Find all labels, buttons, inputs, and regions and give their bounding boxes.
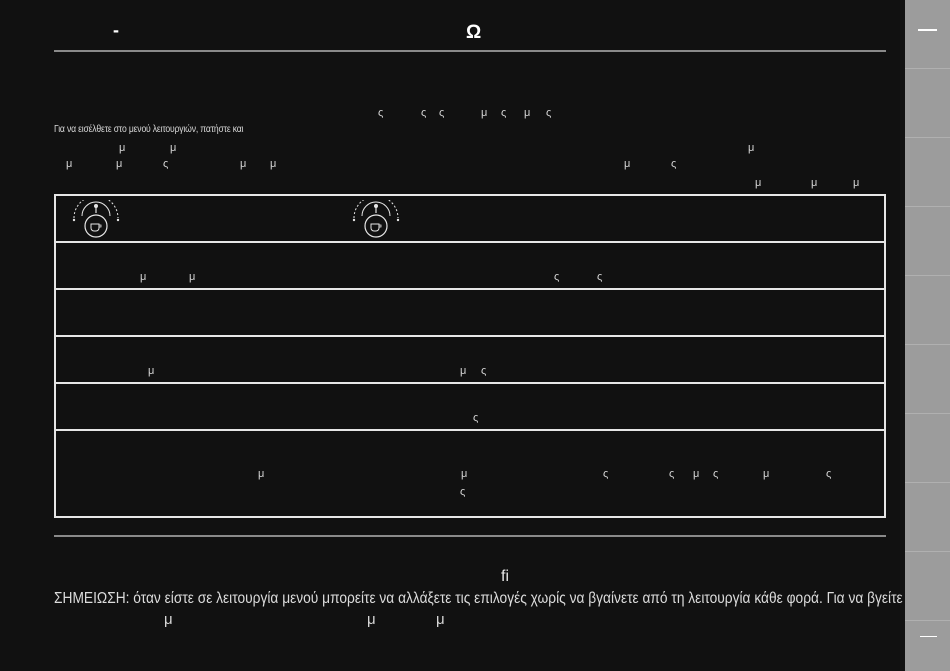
- intro-glyph: μ: [66, 158, 73, 170]
- intro-glyph: μ: [170, 142, 177, 154]
- cell-glyph: μ: [763, 468, 770, 480]
- cell-glyph: ς: [554, 271, 560, 283]
- header-left-mark: -: [113, 20, 119, 40]
- intro-glyph: μ: [524, 107, 531, 119]
- table-header-row: [55, 195, 885, 242]
- cell-glyph: ς: [826, 468, 832, 480]
- bottom-tab-dash: [920, 636, 937, 637]
- table-cell: [55, 289, 885, 336]
- tab-divider: [905, 137, 950, 138]
- tab-divider: [905, 275, 950, 276]
- cell-glyph: ς: [597, 271, 603, 283]
- table-row: [55, 383, 885, 430]
- cell-glyph: μ: [461, 468, 468, 480]
- intro-glyph: ς: [501, 107, 507, 119]
- intro-glyph: μ: [240, 158, 247, 170]
- note-glyph: μ: [367, 611, 376, 628]
- table-row: [55, 242, 885, 289]
- intro-text: Για να εισέλθετε στο μενού λειτουργιών, πατήστε και: [54, 124, 244, 135]
- intro-glyph: μ: [116, 158, 123, 170]
- cell-glyph: μ: [693, 468, 700, 480]
- table-header-cell: [55, 195, 885, 242]
- cell-glyph: μ: [460, 365, 467, 377]
- intro-glyph: μ: [755, 177, 762, 189]
- intro-glyph: μ: [748, 142, 755, 154]
- cell-glyph: μ: [140, 271, 147, 283]
- table-row: [55, 336, 885, 383]
- note-text: ΣΗΜΕΙΩΣΗ: όταν είστε σε λειτουργία μενού μπορείτε να αλλάξετε τις επιλογές χωρίς να βγαίνετε από τη λειτουργία κάθε φορά. Για να βγείτε: [54, 590, 903, 607]
- tab-divider: [905, 344, 950, 345]
- cell-glyph: ς: [669, 468, 675, 480]
- intro-glyph: μ: [119, 142, 126, 154]
- intro-glyph: μ: [624, 158, 631, 170]
- note-glyph: μ: [436, 611, 445, 628]
- intro-glyph: μ: [270, 158, 277, 170]
- table-row: [55, 430, 885, 517]
- cell-glyph: ς: [481, 365, 487, 377]
- tab-divider: [905, 206, 950, 207]
- cup-dial-icon: [350, 200, 402, 240]
- tab-divider: [905, 482, 950, 483]
- intro-glyph: ς: [163, 158, 169, 170]
- intro-glyph: ς: [671, 158, 677, 170]
- intro-glyph: μ: [811, 177, 818, 189]
- table-row: [55, 289, 885, 336]
- cell-glyph: ς: [603, 468, 609, 480]
- top-tab-dash: [918, 29, 937, 31]
- footer-rule: [54, 535, 886, 537]
- tab-divider: [905, 620, 950, 621]
- header-rule: [54, 50, 886, 52]
- intro-glyph: ς: [378, 107, 384, 119]
- cell-glyph: ς: [713, 468, 719, 480]
- intro-glyph: μ: [853, 177, 860, 189]
- intro-glyph: ς: [546, 107, 552, 119]
- intro-glyph: μ: [481, 107, 488, 119]
- table-cell: [55, 242, 885, 289]
- table-cell: [55, 383, 885, 430]
- side-tab-strip: [905, 0, 950, 671]
- tab-divider: [905, 68, 950, 69]
- cell-glyph: μ: [189, 271, 196, 283]
- cup-dial-icon: [70, 200, 122, 240]
- table-cell: [55, 336, 885, 383]
- footer-ligature: ﬁ: [501, 568, 509, 585]
- header-center-mark: Ω: [466, 22, 482, 43]
- table-cell: [55, 430, 885, 517]
- cell-glyph: ς: [473, 412, 479, 424]
- menu-functions-table: [54, 194, 886, 518]
- cell-glyph: ς: [460, 486, 466, 498]
- note-glyph: μ: [164, 611, 173, 628]
- tab-divider: [905, 413, 950, 414]
- tab-divider: [905, 551, 950, 552]
- cell-glyph: μ: [148, 365, 155, 377]
- intro-glyph: ς: [439, 107, 445, 119]
- cell-glyph: μ: [258, 468, 265, 480]
- intro-glyph: ς: [421, 107, 427, 119]
